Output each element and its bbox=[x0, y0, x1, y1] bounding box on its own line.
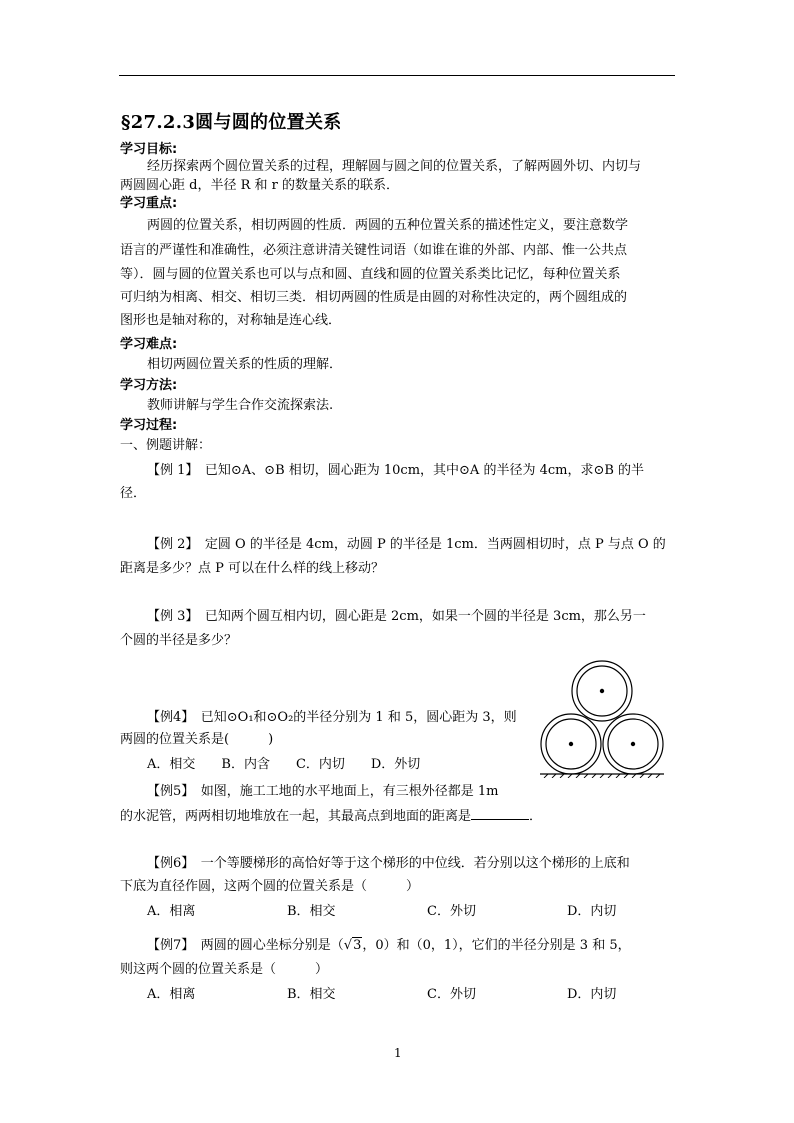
key-text: 两圆的位置关系，相切两圆的性质．两圆的五种位置关系的描述性定义，要注意数学 bbox=[147, 218, 629, 233]
example-7 bbox=[147, 938, 631, 954]
key-text: 图形也是轴对称的，对称轴是连心线． bbox=[120, 313, 342, 328]
example-7-option-a: A．相离 bbox=[147, 987, 196, 1002]
example-6-option-a: A．相离 bbox=[147, 904, 196, 919]
example-3: 个圆的半径是多少？ bbox=[120, 633, 238, 648]
header-rule bbox=[119, 75, 675, 76]
example-6-option-c: C．外切 bbox=[427, 904, 476, 919]
example-5-period: ． bbox=[529, 809, 543, 824]
example-6: 下底为直径作圆，这两个圆的位置关系是（ ） bbox=[120, 879, 420, 894]
example-6: 【例6】 一个等腰梯形的高恰好等于这个梯形的中位线．若分别以这个梯形的上底和 bbox=[147, 856, 630, 871]
key-heading: 学习重点: bbox=[120, 196, 178, 211]
example-5-text: 的水泥管，两两相切地堆放在一起，其最高点到地面的距离是 bbox=[120, 809, 472, 824]
goal-heading: 学习目标: bbox=[120, 142, 178, 157]
difficulty-heading: 学习难点: bbox=[120, 337, 178, 352]
example-4: 【例4】 已知⊙O₁和⊙O₂的半径分别为 1 和 5，圆心距为 3，则 bbox=[147, 710, 517, 725]
example-6-option-b: B．相交 bbox=[287, 904, 336, 919]
difficulty-text: 相切两圆位置关系的性质的理解． bbox=[147, 357, 343, 372]
process-subheading: 一、例题讲解： bbox=[120, 438, 212, 453]
example-7-text: 【例7】 两圆的圆心坐标分别是（ bbox=[147, 938, 344, 953]
example-6-option-d: D．内切 bbox=[567, 904, 617, 919]
sqrt-symbol: √3 bbox=[343, 938, 362, 953]
example-7: 则这两个圆的位置关系是（ ） bbox=[120, 962, 329, 977]
method-heading: 学习方法: bbox=[120, 378, 178, 393]
example-2: 距离是多少？点 P 可以在什么样的线上移动？ bbox=[120, 561, 385, 576]
key-text: 语言的严谨性和准确性，必须注意讲清关键性词语（如谁在谁的外部、内部、惟一公共点 bbox=[120, 243, 628, 258]
goal-text: 经历探索两个圆位置关系的过程，理解圆与圆之间的位置关系，了解两圆外切、内切与 bbox=[147, 159, 642, 174]
sqrt-radicand: 3 bbox=[353, 938, 362, 953]
example-7-option-d: D．内切 bbox=[567, 987, 617, 1002]
method-text: 教师讲解与学生合作交流探索法. bbox=[147, 398, 334, 413]
example-3: 【例 3】 已知两个圆互相内切，圆心距是 2cm，如果一个圆的半径是 3cm，那么另一 bbox=[147, 609, 646, 624]
goal-text: 两圆圆心距 d，半径 R 和 r 的数量关系的联系． bbox=[120, 178, 399, 193]
key-text: 等）．圆与圆的位置关系也可以与点和圆、直线和圆的位置关系类比记忆，每种位置关系 bbox=[120, 267, 621, 282]
example-7-option-c: C．外切 bbox=[427, 987, 476, 1002]
page-number: 1 bbox=[394, 1046, 402, 1060]
key-text: 可归纳为相离、相交、相切三类．相切两圆的性质是由圆的对称性决定的，两个圆组成的 bbox=[120, 290, 628, 305]
example-7-option-b: B．相交 bbox=[287, 987, 336, 1002]
answer-blank bbox=[471, 807, 529, 820]
example-4: 两圆的位置关系是( ) bbox=[120, 732, 274, 747]
example-7-text: ，0）和（0，1），它们的半径分别是 3 和 5， bbox=[362, 938, 631, 953]
example-1: 径． bbox=[120, 486, 147, 501]
example-1: 【例 1】 已知⊙A、⊙B 相切，圆心距为 10cm，其中⊙A 的半径为 4cm，求⊙B 的半 bbox=[147, 463, 645, 478]
example-4-options: A．相交 B．内含 C．内切 D．外切 bbox=[147, 757, 421, 772]
process-heading: 学习过程: bbox=[120, 418, 178, 433]
example-5 bbox=[120, 807, 542, 825]
page-title: §27.2.3圆与圆的位置关系 bbox=[121, 112, 342, 133]
example-2: 【例 2】 定圆 O 的半径是 4cm，动圆 P 的半径是 1cm．当两圆相切时，点 P 与点 O 的 bbox=[147, 537, 666, 552]
example-5: 【例5】 如图，施工工地的水平地面上，有三根外径都是 1m bbox=[147, 784, 499, 799]
three-pipes-figure bbox=[538, 660, 666, 782]
